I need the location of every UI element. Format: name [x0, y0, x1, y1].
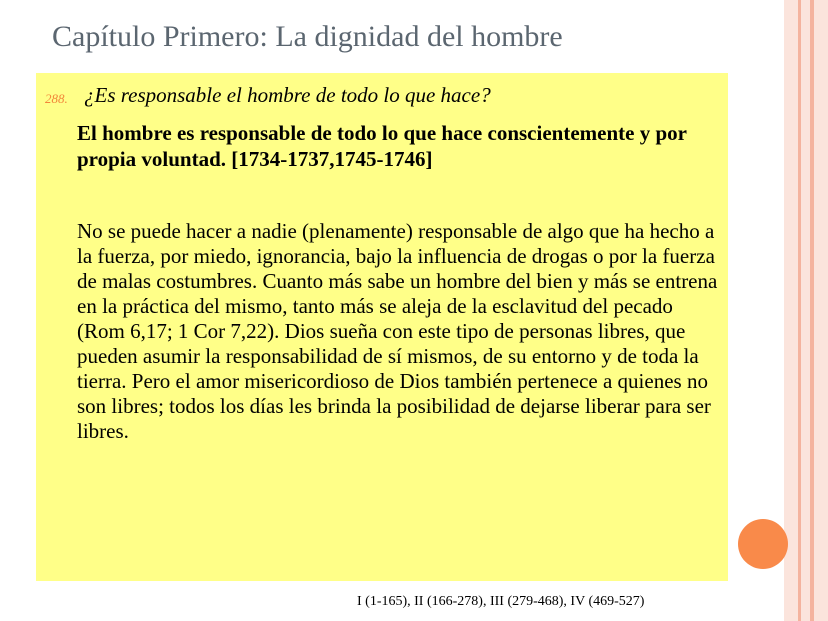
question-number: 288.	[45, 91, 68, 106]
slide-title: Capítulo Primero: La dignidad del hombre	[52, 20, 563, 53]
decorative-stripe	[784, 0, 798, 621]
body-text: No se puede hacer a nadie (plenamente) responsable de algo que ha hecho a la fuerza, por miedo, ignorancia, bajo la influencia de drogas o por la fuerza de malas costumbres. Cuanto más sabe un hombre del bien y más se entrena en la práctica del mismo, tanto más se aleja de la esclavitud del pecado (Rom 6,17; 1 Cor 7,22). Dios sueña con este tipo de personas libres, que pueden asumir la responsabilidad de sí mismos, de su entorno y de toda la tierra. Pero el amor misericordioso de Dios también pertenece a quienes no son libres; todos los días les brinda la posibilidad de dejarse liberar para ser libres.	[77, 219, 718, 443]
content-panel	[36, 73, 728, 581]
decorative-stripe	[801, 0, 810, 621]
decorative-circle	[738, 519, 788, 569]
answer-text: El hombre es responsable de todo lo que hace conscientemente y por propia voluntad. [1734-1737,1745-1746]	[77, 121, 687, 171]
question-text: ¿Es responsable el hombre de todo lo que hace?	[84, 83, 491, 107]
decorative-stripe	[814, 0, 828, 621]
footer-index: I (1-165), II (166-278), III (279-468), IV (469-527)	[357, 594, 645, 609]
